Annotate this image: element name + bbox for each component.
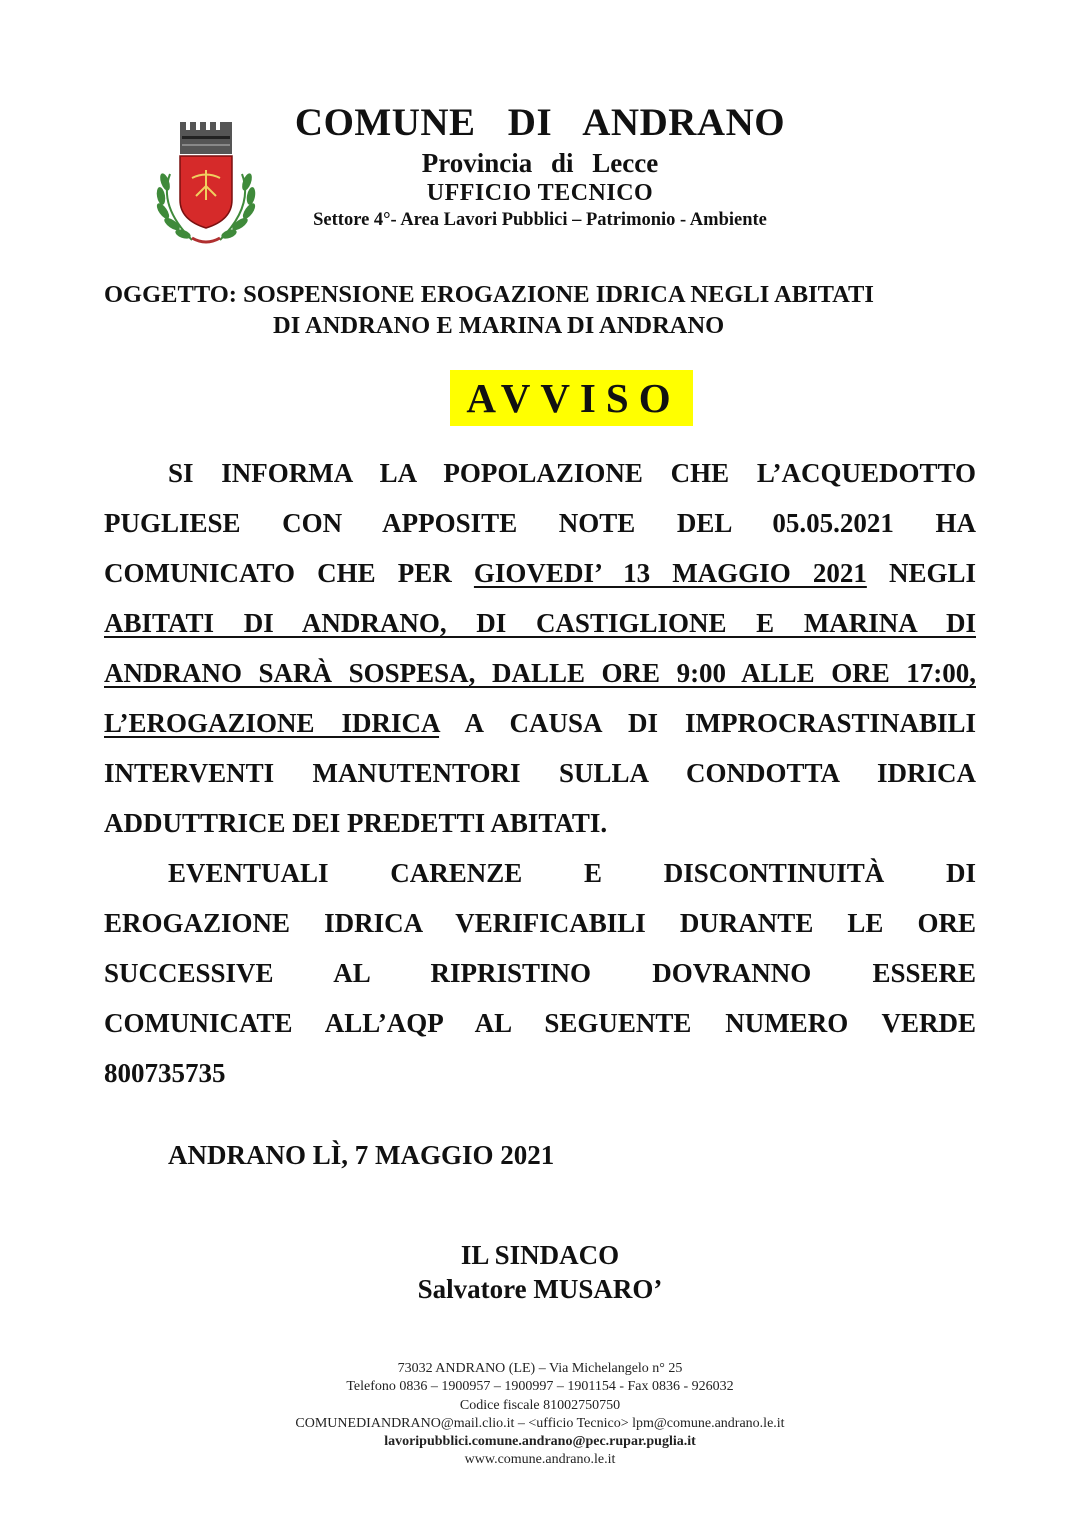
footer-tax-code: Codice fiscale 81002750750 [459,1397,621,1413]
province-name: Provincia di Lecce [421,148,659,178]
subject-block [104,279,984,341]
body-line: INTERVENTI MANUTENTORI SULLA CONDOTTA IDRICA [104,758,976,788]
body-text-span: NEGLI [888,558,977,588]
body-line: EROGAZIONE IDRICA VERIFICABILI DURANTE LE ORE [104,908,976,938]
body-line-underlined: ANDRANO SARÀ SOSPESA, DALLE ORE 9:00 ALLE ORE 17:00, [104,658,976,688]
body-line: PUGLIESE CON APPOSITE NOTE DEL 05.05.2021 HA [104,508,976,538]
notice-title: AVVISO [450,370,693,426]
toll-free-number: 800735735 [104,1058,226,1088]
body-text-span: A CAUSA DI IMPROCRASTINABILI [464,708,977,738]
signature-role: IL SINDACO [460,1240,620,1270]
body-line: EVENTUALI CARENZE E DISCONTINUITÀ DI [168,858,976,888]
footer-contacts [190,1360,890,1470]
footer-emails: COMUNEDIANDRANO@mail.clio.it – <ufficio Tecnico> lpm@comune.andrano.le.it [295,1415,785,1431]
body-line: SUCCESSIVE AL RIPRISTINO DOVRANNO ESSERE [104,958,976,988]
body-text-span: COMUNICATO CHE PER [104,558,452,588]
date-highlight: GIOVEDI’ 13 MAGGIO 2021 [473,558,867,588]
body-line: COMUNICATE ALL’AQP AL SEGUENTE NUMERO VERDE [104,1008,976,1038]
body-line [104,556,976,606]
body-text-underlined: L’EROGAZIONE IDRICA [104,708,440,738]
ribbon-icon [192,238,220,242]
body-line-underlined: ABITATI DI ANDRANO, DI CASTIGLIONE E MARINA DI [104,608,976,638]
municipality-title: COMUNE DI ANDRANO [294,101,786,144]
subject-line-1: OGGETTO: SOSPENSIONE EROGAZIONE IDRICA NEGLI ABITATI [104,281,874,308]
footer-website: www.comune.andrano.le.it [464,1452,616,1468]
sector-name: Settore 4°- Area Lavori Pubblici – Patrimonio - Ambiente [313,210,767,230]
body-line: ADDUTTRICE DEI PREDETTI ABITATI. [104,808,608,838]
shield-icon [180,156,232,228]
body-line [104,706,976,756]
municipal-crest-logo [152,116,260,248]
signature-name: Salvatore MUSARO’ [417,1274,663,1304]
footer-pec: lavoripubblici.comune.andrano@pec.rupar.puglia.it [384,1434,696,1450]
body-line: SI INFORMA LA POPOLAZIONE CHE L’ACQUEDOTTO [168,458,976,488]
footer-phones: Telefono 0836 – 1900957 – 1900997 – 1901154 - Fax 0836 - 926032 [346,1379,734,1395]
crown-icon [180,122,232,154]
place-date: ANDRANO LÌ, 7 MAGGIO 2021 [168,1140,555,1170]
footer-address: 73032 ANDRANO (LE) – Via Michelangelo n° 25 [397,1361,683,1376]
office-name: UFFICIO TECNICO [426,180,654,206]
subject-line-2: DI ANDRANO E MARINA DI ANDRANO [273,312,725,339]
